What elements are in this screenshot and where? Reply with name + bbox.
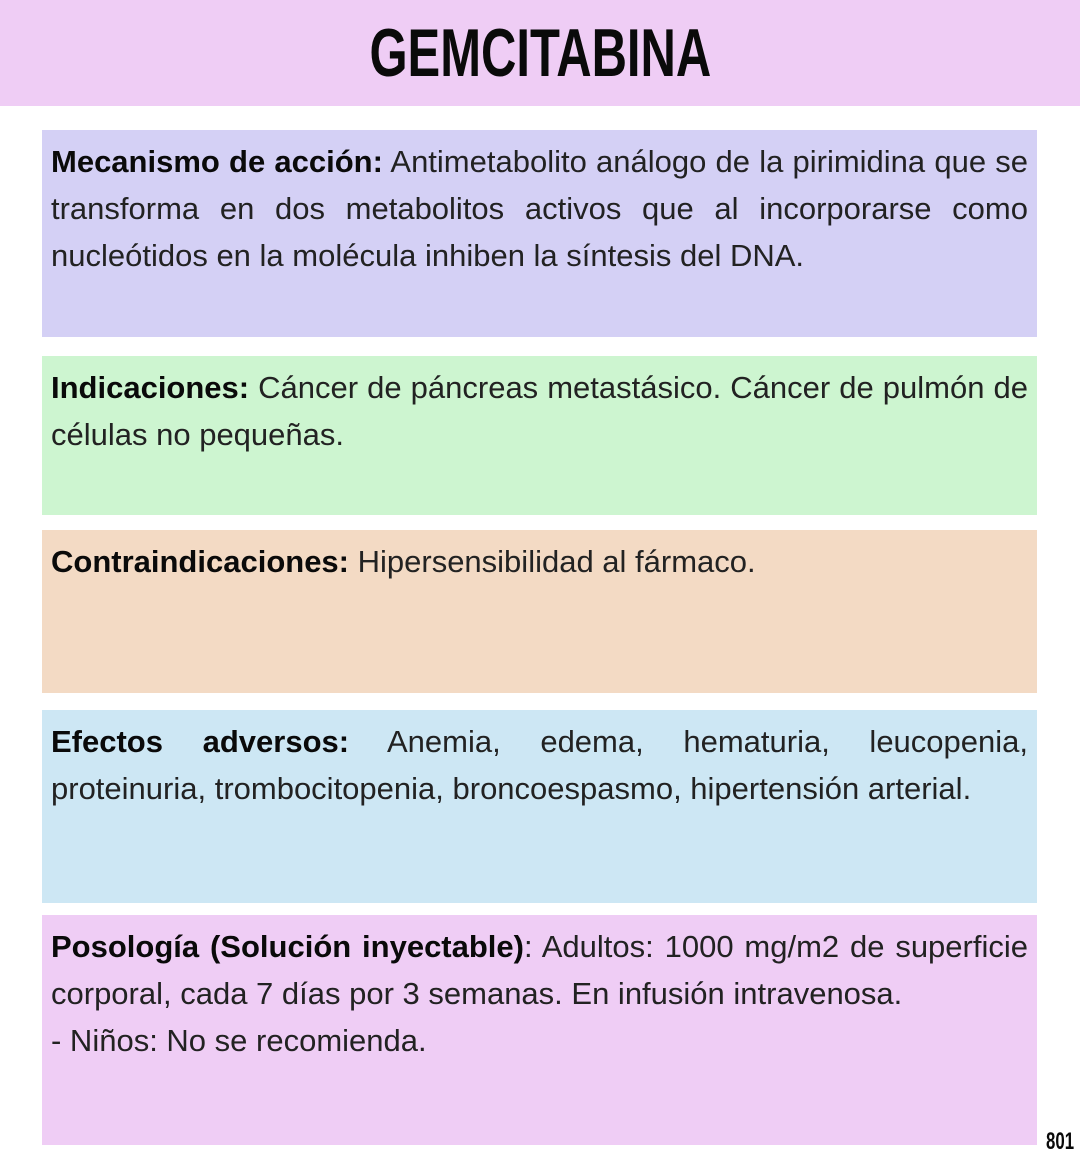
section-label: Efectos adversos: [51, 724, 350, 759]
section-mechanism [42, 130, 1037, 337]
section-contraindications [42, 530, 1037, 693]
section-text: Cáncer de páncreas metastásico. Cáncer de pulmón de células no pequeñas. [51, 370, 1028, 452]
section-dosage [42, 915, 1037, 1145]
section-label: Posología (Solución inyectable) [51, 929, 524, 964]
section-text: Hipersensibilidad al fármaco. [349, 544, 756, 579]
section-text: : Adultos: 1000 mg/m2 de superficie corporal, cada 7 días por 3 semanas. En infusión intravenosa. [51, 929, 1028, 1011]
page-title: GEMCITABINA [369, 15, 711, 91]
section-indications [42, 356, 1037, 515]
section-label: Contraindicaciones: [51, 544, 349, 579]
section-text: Anemia, edema, hematuria, leucopenia, proteinuria, trombocitopenia, broncoespasmo, hipertensión arterial. [51, 724, 1029, 806]
section-label: Indicaciones: [51, 370, 250, 405]
section-text: Antimetabolito análogo de la pirimidina que se transforma en dos metabolitos activos que al incorporarse como nucleótidos en la molécula inhiben la síntesis del DNA. [51, 144, 1028, 273]
page-number: 801 [1045, 1128, 1074, 1155]
children-dosage-note: - Niños: No se recomienda. [51, 1023, 427, 1058]
section-adverse-effects [42, 710, 1037, 903]
title-banner [0, 0, 1080, 106]
section-label: Mecanismo de acción: [51, 144, 383, 179]
